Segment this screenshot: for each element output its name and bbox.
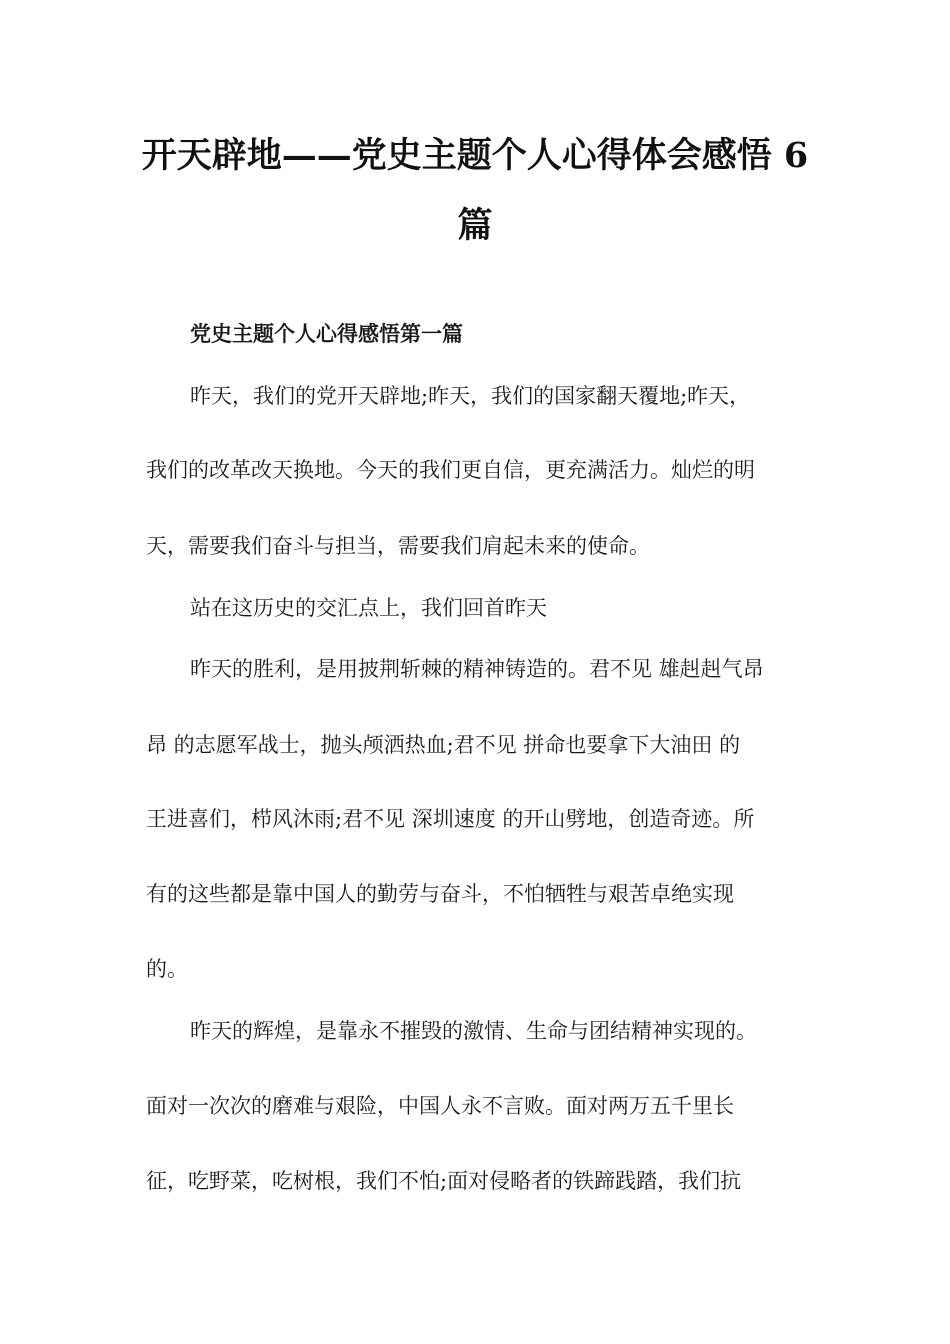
paragraph-line: 昨天，我们的党开天辟地;昨天，我们的国家翻天覆地;昨天， [190,384,751,408]
paragraph-line: 天，需要我们奋斗与担当，需要我们肩起未来的使命。 [146,534,650,558]
paragraph-line: 昨天的辉煌，是靠永不摧毁的激情、生命与团结精神实现的。 [190,1019,757,1043]
paragraph-line: 有的这些都是靠中国人的勤劳与奋斗，不怕牺牲与艰苦卓绝实现 [146,882,734,906]
document-title-line-2: 篇 [457,205,493,246]
section-heading: 党史主题个人心得感悟第一篇 [190,321,463,346]
paragraph-line: 我们的改革改天换地。今天的我们更自信，更充满活力。灿烂的明 [146,458,755,482]
paragraph-line: 站在这历史的交汇点上，我们回首昨天 [190,596,547,620]
document-title-line-1: 开天辟地——党史主题个人心得体会感悟 6 [141,135,809,176]
paragraph-line: 昂 的志愿军战士，抛头颅洒热血;君不见 拼命也要拿下大油田 的 [146,733,741,757]
paragraph-line: 王进喜们，栉风沐雨;君不见 深圳速度 的开山劈地，创造奇迹。所 [146,807,755,831]
paragraph-line: 征，吃野菜，吃树根，我们不怕;面对侵略者的铁蹄践踏，我们抗 [146,1169,742,1193]
paragraph-line: 的。 [146,957,188,981]
paragraph-line: 面对一次次的磨难与艰险，中国人永不言败。面对两万五千里长 [146,1094,734,1118]
paragraph-line: 昨天的胜利，是用披荆斩棘的精神铸造的。君不见 雄赳赳气昂 [190,657,764,681]
